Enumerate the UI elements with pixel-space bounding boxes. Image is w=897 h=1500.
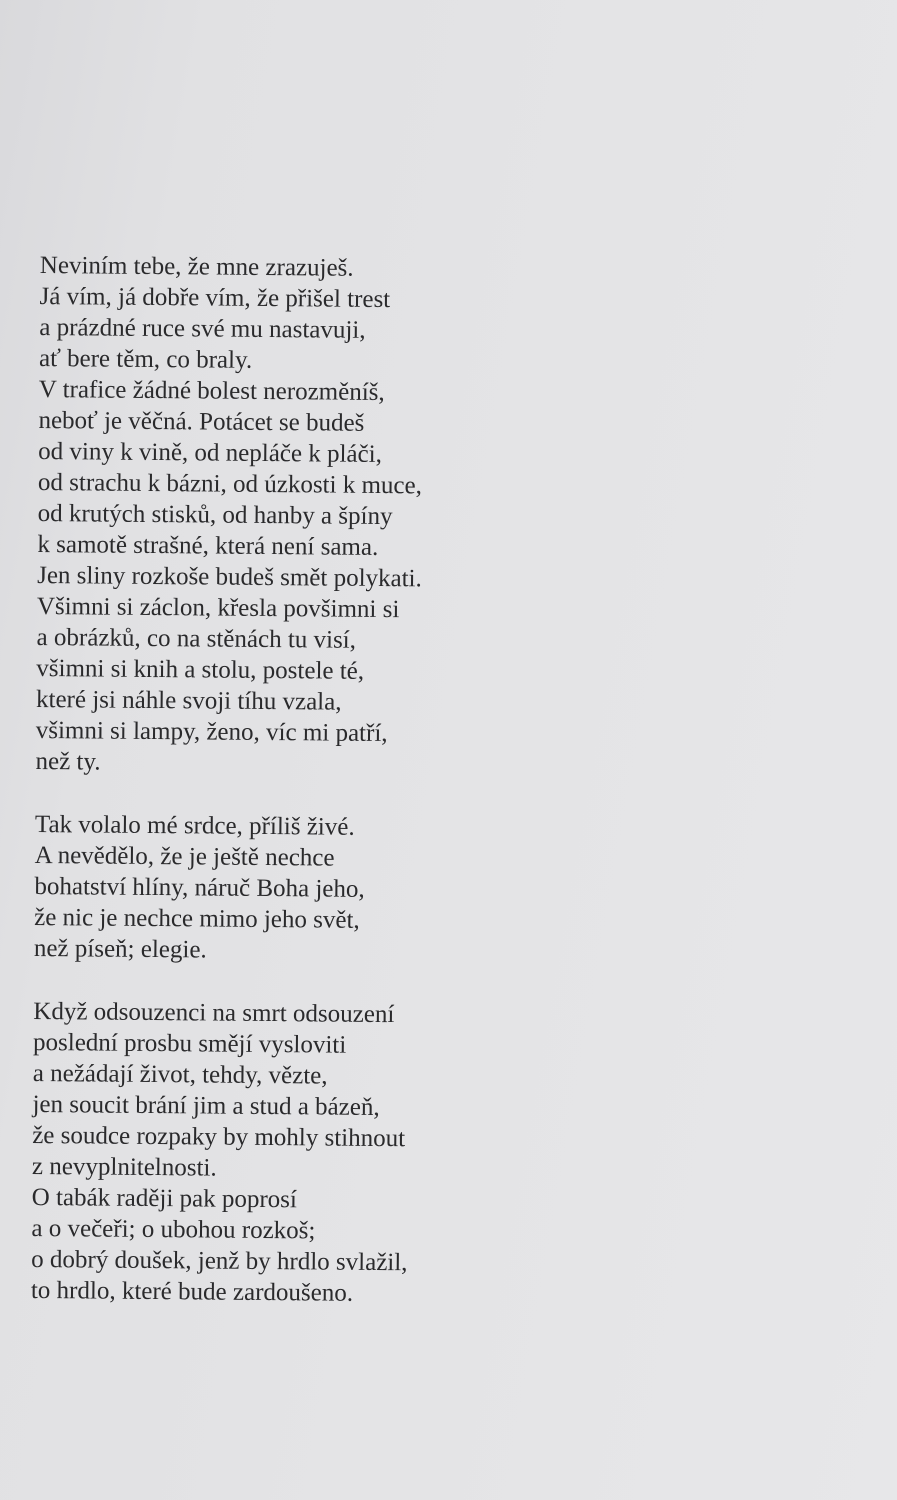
poem-line: a obrázků, co na stěnách tu visí, — [36, 623, 357, 654]
poem-line: bohatství hlíny, náruč Boha jeho, — [34, 872, 365, 903]
poem-line: k samotě strašné, která není sama. — [37, 530, 379, 561]
poem-line: z nevyplnitelnosti. — [31, 1152, 217, 1182]
poem-line: A nevědělo, že je ještě nechce — [34, 841, 335, 872]
poem-line: neboť je věčná. Potácet se budeš — [38, 406, 365, 437]
poem-line: O tabák raději pak poprosí — [31, 1183, 298, 1214]
poem-line: Tak volalo mé srdce, příliš živé. — [34, 810, 355, 841]
poem-line: Neviním tebe, že mne zrazuješ. — [39, 251, 354, 282]
poem-line: ať bere těm, co braly. — [38, 344, 253, 374]
poem-line: V trafice žádné bolest nerozměníš, — [38, 375, 385, 407]
poem-line: od viny k vině, od nepláče k pláči, — [38, 437, 383, 468]
poem-text — [31, 250, 425, 1341]
poem-line: to hrdlo, které bude zardoušeno. — [30, 1276, 354, 1307]
poem-line: všimni si knih a stolu, postele té, — [36, 654, 365, 685]
stanza-3 — [31, 996, 418, 1309]
poem-line: že nic je nechce mimo jeho svět, — [34, 903, 360, 934]
poem-line: než píseň; elegie. — [33, 934, 207, 964]
poem-line: že soudce rozpaky by mohly stihnout — [32, 1121, 406, 1153]
poem-line: od strachu k bázni, od úzkosti k muce, — [37, 468, 423, 500]
poem-line: všimni si lampy, ženo, víc mi patří, — [35, 716, 388, 748]
poem-line: než ty. — [35, 747, 101, 776]
stanza-1 — [35, 250, 424, 780]
poem-line: jen soucit brání jim a stud a bázeň, — [32, 1090, 380, 1121]
poem-line: a nežádají život, tehdy, vězte, — [32, 1059, 328, 1090]
poem-line: které jsi náhle svoji tíhu vzala, — [35, 685, 342, 716]
poem-line: Já vím, já dobře vím, že přišel trest — [39, 282, 391, 314]
poem-line: o dobrý doušek, jenž by hrdlo svlažil, — [31, 1245, 408, 1277]
poem-line: Jen sliny rozkoše budeš smět polykati. — [37, 561, 422, 593]
stanza-2 — [34, 809, 420, 967]
poem-line: Když odsouzenci na smrt odsouzení — [33, 997, 395, 1029]
poem-line: a prázdné ruce své mu nastavuji, — [39, 313, 366, 344]
poem-line: poslední prosbu smějí vysloviti — [32, 1028, 347, 1059]
poem-line: od krutých stisků, od hanby a špíny — [37, 499, 393, 531]
poem-line: Všimni si záclon, křesla povšimni si — [36, 592, 400, 624]
poem-line: a o večeři; o ubohou rozkoš; — [31, 1214, 316, 1245]
